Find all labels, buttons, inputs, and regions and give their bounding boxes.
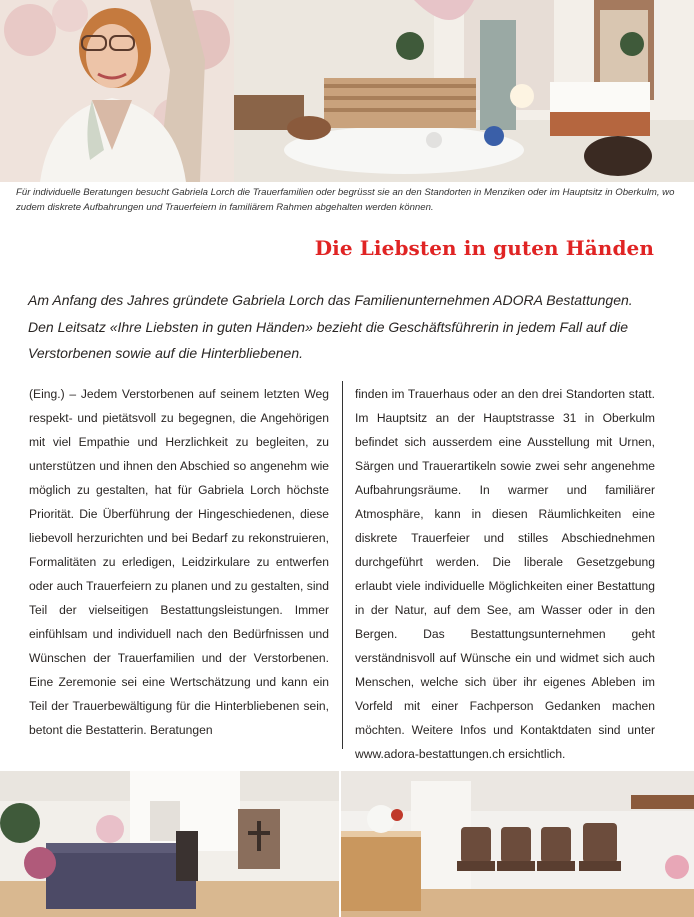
article-headline: Die Liebsten in guten Händen [314,236,654,260]
article-column-right: finden im Trauerhaus oder an den drei Standorten statt. Im Hauptsitz an der Hauptstrasse 31 in Oberkulm befindet sich ausserdem eine Ausstellung mit Urnen, Särgen und Trauerartikeln sowie zwei sehr angenehme Aufbahrungsräume. In warmer und familiärer Atmosphäre, kann in diesen Räumlichkeiten eine diskrete Trauerfeier und stilles Abschiednehmen durchgeführt werden. Die liberale Gesetzgebung erlaubt viele individuelle Möglichkeiten einer Bestattung in der Natur, auf dem See, am Wasser oder in den Bergen. Das Bestattungsunternehmen geht verständnisvoll auf Wünsche ein und widmet sich auch Menschen, welche sich über ihr eigenes Ableben im Vorfeld mit einer Fachperson Gedanken machen möchten. Weitere Infos und Kontaktdaten sind unter www.adora-bestattungen.ch ersichtlich. [355,387,655,761]
article-lead: Am Anfang des Jahres gründete Gabriela Lorch das Familienunternehmen ADORA Bestattungen. Den Leitsatz «Ihre Liebsten in guten Händen» bezieht die Geschäftsführerin in jedem Fall auf die Verstorbenen sowie auf die Hinterbliebenen. [28,292,633,361]
article-column-left: (Eing.) – Jedem Verstorbenen auf seinem letzten Weg respekt- und pietätsvoll zu begegnen, die Angehörigen mit viel Empathie und Herzlichkeit zu begleiten, zu unterstützen und ihnen den Abschied so angenehm wie möglich zu gestalten, hat für Gabriela Lorch höchste Priorität. Die Überführung der Hingeschiedenen, diese liebevoll herzurichten und bei Bedarf zu rekonstruieren, Formalitäten zu erledigen, Leidzirkulare zu entwerfen oder auch Trauerfeiern zu planen und zu gestalten, sind Teil der vielseitigen Bestattungsleistungen. Immer einfühlsam und individuell nach den Bedürfnissen und Wünschen der Trauerfamilien und der Verstorbenen. Eine Zeremonie sei eine Wertschätzung und kann ein Teil der Trauerbewältigung für die Hinterbliebenen sein, betont die Bestatterin. Beratungen [29,387,329,737]
showroom-photo [234,0,694,182]
chapel-photo [341,771,694,917]
photo-caption: Für individuelle Beratungen besucht Gabriela Lorch die Trauerfamilien oder begrüsst sie an den Standorten in Menziken oder im Hauptsitz in Oberkulm, wo zudem diskrete Aufbahrungen und Trauerfeiern in familiärem Rahmen abgehalten werden können. [16,187,675,213]
portrait-photo [0,0,234,182]
column-divider [342,381,343,749]
ceremony-room-photo [0,771,339,917]
